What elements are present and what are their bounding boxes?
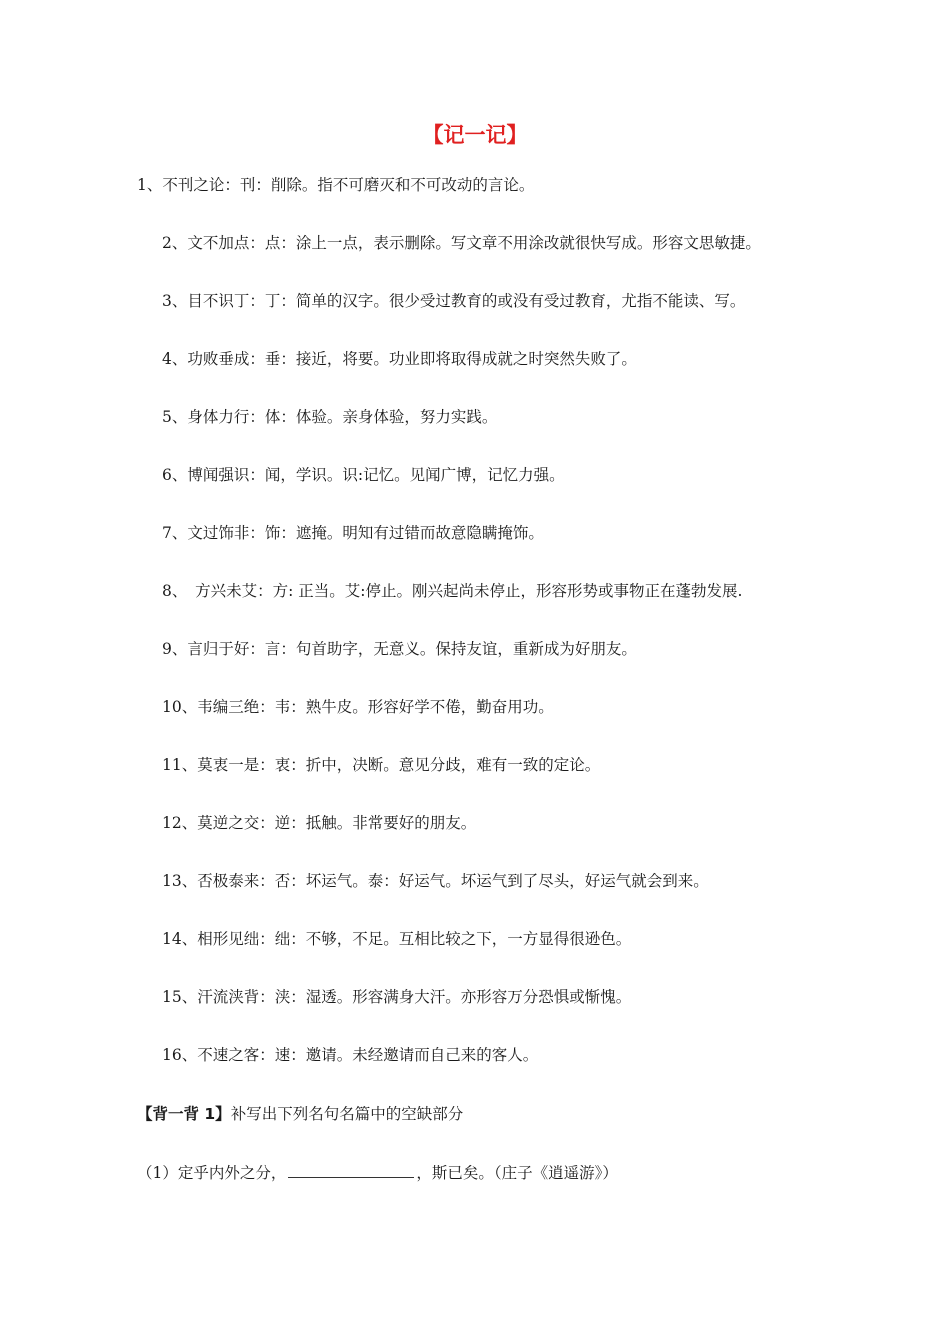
question-1: [137, 1162, 618, 1184]
section-heading: 【背一背 1】: [137, 1105, 231, 1123]
idiom-item-3: 3、目不识丁：丁：简单的汉字。很少受过教育的或没有受过教育，尤指不能读、写。: [162, 292, 746, 310]
answer-blank[interactable]: [288, 1163, 414, 1178]
idiom-item-15: 15、汗流浃背：浃：湿透。形容满身大汗。亦形容万分恐惧或惭愧。: [162, 988, 632, 1006]
idiom-item-1: 1、不刊之论：刊：削除。指不可磨灭和不可改动的言论。: [137, 176, 535, 194]
idiom-item-11: 11、莫衷一是：衷：折中，决断。意见分歧，难有一致的定论。: [162, 756, 601, 774]
idiom-item-2: 2、文不加点：点：涂上一点，表示删除。写文章不用涂改就很快写成。形容文思敏捷。: [162, 234, 761, 252]
idiom-item-8: 8、 方兴未艾：方: 正当。艾:停止。刚兴起尚未停止，形容形势或事物正在蓬勃发展.: [162, 582, 743, 600]
idiom-item-13: 13、否极泰来：否：坏运气。泰：好运气。坏运气到了尽头，好运气就会到来。: [162, 872, 709, 890]
idiom-item-4: 4、功败垂成：垂：接近，将要。功业即将取得成就之时突然失败了。: [162, 350, 637, 368]
idiom-item-16: 16、不速之客：速：邀请。未经邀请而自己来的客人。: [162, 1046, 539, 1064]
section-heading-line: [137, 1103, 463, 1125]
idiom-item-5: 5、身体力行：体：体验。亲身体验，努力实践。: [162, 408, 498, 426]
section-instruction: 补写出下列名句名篇中的空缺部分: [230, 1105, 464, 1123]
idiom-item-10: 10、韦编三绝：韦：熟牛皮。形容好学不倦，勤奋用功。: [162, 698, 554, 716]
idiom-item-6: 6、博闻强识：闻，学识。识:记忆。见闻广博，记忆力强。: [162, 466, 565, 484]
question-prefix: （1）定乎内外之分，: [137, 1164, 287, 1182]
idiom-item-7: 7、文过饰非：饰：遮掩。明知有过错而故意隐瞒掩饰。: [162, 524, 544, 542]
idiom-item-14: 14、相形见绌：绌：不够，不足。互相比较之下，一方显得很逊色。: [162, 930, 632, 948]
question-suffix: ，斯已矣。（庄子《逍遥游》）: [416, 1164, 618, 1182]
idiom-item-9: 9、言归于好：言：句首助字，无意义。保持友谊，重新成为好朋友。: [162, 640, 637, 658]
page-title: 【记一记】: [422, 123, 528, 147]
idiom-item-12: 12、莫逆之交：逆：抵触。非常要好的朋友。: [162, 814, 477, 832]
